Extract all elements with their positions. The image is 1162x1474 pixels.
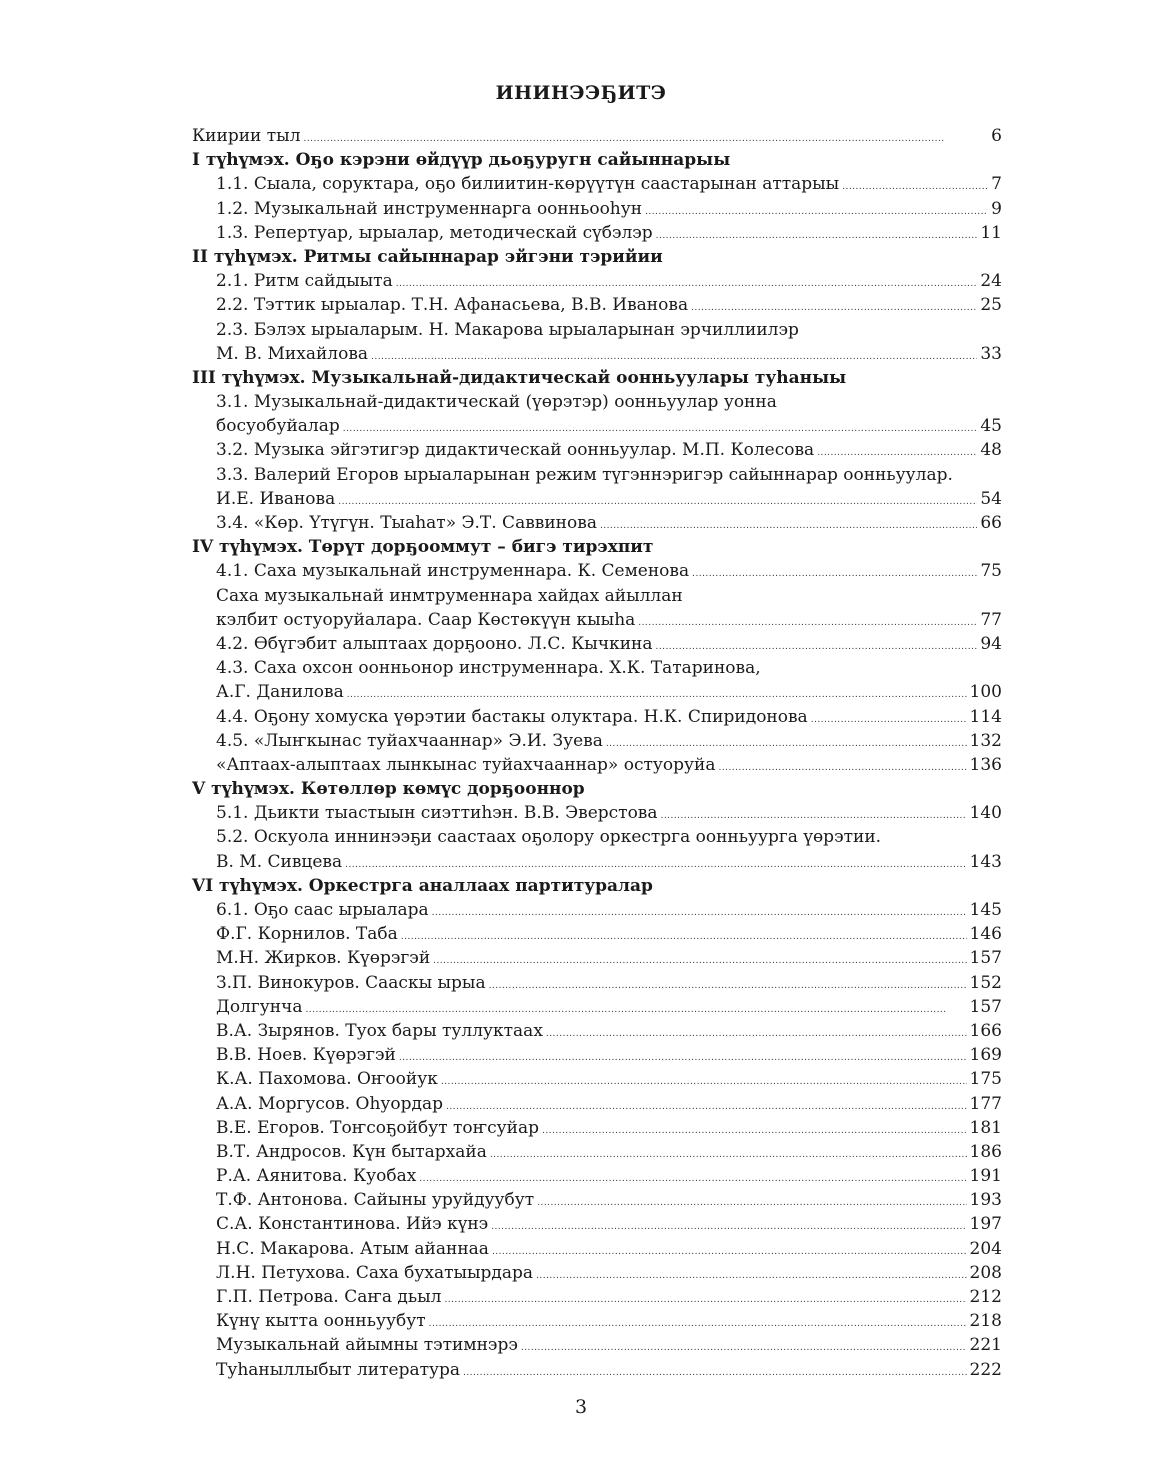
toc-leader-dots bbox=[492, 1237, 967, 1264]
toc-entry-text: 1.3. Репертуар, ырыалар, методическай сүбэлэр bbox=[216, 222, 653, 243]
toc-entry bbox=[192, 293, 1002, 317]
toc-leader-dots bbox=[305, 995, 966, 1022]
toc-chapter-heading bbox=[192, 148, 1002, 172]
toc-entry bbox=[192, 1212, 1002, 1236]
toc-page-number: 25 bbox=[980, 295, 1002, 316]
toc-entry-text: 3.4. «Көр. Үтүгүн. Тыаһат» Э.Т. Саввинова bbox=[216, 513, 597, 533]
toc-entry-text: Т.Ф. Антонова. Сайыны уруйдуубут bbox=[216, 1190, 535, 1211]
toc-entry bbox=[192, 584, 1002, 608]
toc-page-number: 140 bbox=[969, 803, 1002, 824]
toc-leader-dots bbox=[304, 124, 989, 151]
toc-entry bbox=[192, 632, 1002, 656]
toc-entry bbox=[192, 269, 1002, 293]
toc-entry-text: И.Е. Иванова bbox=[216, 488, 336, 509]
toc-entry-text: Р.А. Аянитова. Куобах bbox=[216, 1166, 417, 1187]
toc-entry bbox=[192, 487, 1002, 511]
toc-page-number: 221 bbox=[969, 1335, 1002, 1356]
toc-entry bbox=[192, 825, 1002, 849]
toc-leader-dots bbox=[399, 1043, 967, 1070]
toc-chapter-heading bbox=[192, 777, 1002, 801]
toc-entry-text: Л.Н. Петухова. Саха бухатыырдара bbox=[216, 1262, 534, 1283]
toc-entry bbox=[192, 318, 1002, 342]
toc-entry-text: 1.1. Сыала, соруктара, оҕо билиитин-көрүүтүн саастарынан аттарыы bbox=[216, 174, 840, 195]
toc-entry bbox=[192, 1333, 1002, 1357]
toc-page-number: 6 bbox=[991, 126, 1002, 146]
toc-page-number: 145 bbox=[969, 900, 1002, 920]
toc-entry bbox=[192, 1019, 1002, 1043]
toc-entry-text: В.А. Зырянов. Туох бары туллуктаах bbox=[216, 1020, 543, 1041]
toc-entry bbox=[192, 898, 1002, 922]
toc-leader-dots bbox=[600, 511, 977, 538]
toc-entry-text: В. М. Сивцева bbox=[216, 851, 343, 872]
toc-entry-text: I түһүмэх. Оҕо кэрэни өйдүүр дьоҕуругн сайыннарыы bbox=[192, 150, 731, 171]
toc-chapter-heading bbox=[192, 874, 1002, 898]
toc-page-number: 175 bbox=[969, 1069, 1002, 1090]
toc-entry-text: 5.2. Оскуола иннинээҕи саастаах оҕолору оркестрга оонньуурга үөрэтии. bbox=[216, 827, 882, 848]
toc-entry bbox=[192, 1043, 1002, 1067]
toc-page-number: 100 bbox=[969, 682, 1002, 703]
toc-leader-dots bbox=[429, 1309, 967, 1336]
toc-entry-text: Саха музыкальнай инмтруменнара хайдах айыллан bbox=[216, 585, 683, 606]
toc-leader-dots bbox=[638, 608, 977, 635]
toc-entry bbox=[192, 946, 1002, 970]
toc-leader-dots bbox=[432, 898, 967, 925]
toc-entry bbox=[192, 342, 1002, 366]
toc-entry-text: В.В. Ноев. Күөрэгэй bbox=[216, 1045, 396, 1066]
toc-entry bbox=[192, 197, 1002, 221]
toc-page-number: 186 bbox=[969, 1141, 1002, 1162]
toc-entry-text: З.П. Винокуров. Сааскы ырыа bbox=[216, 972, 486, 993]
toc-page-number: 212 bbox=[969, 1287, 1002, 1307]
toc-page-number: 177 bbox=[969, 1093, 1002, 1114]
table-of-contents bbox=[192, 124, 1002, 1382]
toc-leader-dots bbox=[656, 221, 978, 248]
toc-entry-text: Күнү кытта оонньуубут bbox=[216, 1311, 426, 1332]
toc-page-number: 157 bbox=[969, 948, 1002, 969]
toc-entry bbox=[192, 1285, 1002, 1309]
toc-entry-text: Туһаныллыбыт литература bbox=[216, 1359, 461, 1380]
toc-entry-text: Киирии тыл bbox=[192, 126, 301, 146]
toc-entry bbox=[192, 801, 1002, 825]
toc-entry-text: А.Г. Данилова bbox=[216, 682, 344, 703]
toc-page-number: 45 bbox=[980, 416, 1002, 437]
toc-entry bbox=[192, 922, 1002, 946]
toc-leader-dots bbox=[842, 172, 988, 199]
toc-leader-dots bbox=[491, 1212, 966, 1239]
toc-entry-text: А.А. Моргусов. Оһуордар bbox=[216, 1093, 444, 1114]
toc-entry-text: III түһүмэх. Музыкальнай-дидактическай оонньуулары туһаныы bbox=[192, 367, 847, 388]
toc-chapter-heading bbox=[192, 245, 1002, 269]
toc-entry bbox=[192, 414, 1002, 438]
toc-page-number: 54 bbox=[980, 488, 1002, 509]
toc-page-number: 9 bbox=[991, 198, 1002, 219]
toc-leader-dots bbox=[343, 414, 978, 441]
toc-entry-text: Г.П. Петрова. Саҥа дьыл bbox=[216, 1287, 442, 1307]
toc-page-number: 169 bbox=[969, 1045, 1002, 1066]
toc-entry bbox=[192, 995, 1002, 1019]
toc-entry bbox=[192, 1140, 1002, 1164]
toc-entry-text: 6.1. Оҕо саас ырыалара bbox=[216, 900, 429, 920]
toc-leader-dots bbox=[536, 1261, 966, 1288]
toc-page-number: 132 bbox=[969, 730, 1002, 751]
toc-leader-dots bbox=[419, 1164, 966, 1191]
toc-entry-text: С.А. Константинова. Ийэ күнэ bbox=[216, 1214, 489, 1235]
toc-page-number: 166 bbox=[969, 1020, 1002, 1041]
toc-page-number: 204 bbox=[969, 1238, 1002, 1259]
toc-entry bbox=[192, 511, 1002, 535]
toc-entry-text: VI түһүмэх. Оркестрга аналлаах партитуралар bbox=[192, 875, 653, 896]
toc-entry-text: Музыкальнай айымны тэтимнэрэ bbox=[216, 1335, 518, 1356]
toc-leader-dots bbox=[463, 1358, 967, 1385]
toc-entry-text: 4.3. Саха охсон оонньонор инструменнара. Х.К. Татаринова, bbox=[216, 658, 761, 679]
toc-leader-dots bbox=[396, 269, 978, 296]
toc-leader-dots bbox=[489, 971, 967, 998]
toc-leader-dots bbox=[656, 632, 978, 659]
toc-entry-text: 1.2. Музыкальнай инструменнарга оонньооһун bbox=[216, 198, 643, 219]
toc-entry-text: V түһүмэх. Көтөллөр көмүс дорҕооннор bbox=[192, 779, 585, 800]
toc-entry bbox=[192, 753, 1002, 777]
toc-entry bbox=[192, 172, 1002, 196]
toc-entry-text: Н.С. Макарова. Атым айаннаа bbox=[216, 1238, 489, 1259]
toc-entry-text: Ф.Г. Корнилов. Таба bbox=[216, 924, 398, 945]
toc-entry-text: 4.5. «Лыҥкынас туйахчааннар» Э.И. Зуева bbox=[216, 730, 603, 751]
toc-page-number: 11 bbox=[980, 222, 1002, 243]
toc-entry-text: «Аптаах-алыптаах лынкынас туйахчааннар» остуоруйа bbox=[216, 754, 716, 775]
toc-entry bbox=[192, 1164, 1002, 1188]
toc-entry-text: 2.3. Бэлэх ырыаларым. Н. Макарова ырыаларынан эрчиллиилэр bbox=[216, 319, 799, 340]
toc-leader-dots bbox=[692, 559, 977, 586]
toc-page-number: 191 bbox=[969, 1166, 1002, 1187]
toc-entry bbox=[192, 705, 1002, 729]
toc-page-number: 146 bbox=[969, 924, 1002, 945]
toc-entry bbox=[192, 1188, 1002, 1212]
toc-entry-text: 5.1. Дьикти тыастыын сиэттиһэн. В.В. Эверстова bbox=[216, 803, 658, 824]
toc-entry bbox=[192, 1358, 1002, 1382]
toc-entry bbox=[192, 559, 1002, 583]
toc-leader-dots bbox=[817, 438, 977, 465]
toc-leader-dots bbox=[691, 293, 977, 320]
toc-entry bbox=[192, 656, 1002, 680]
toc-page-number: 66 bbox=[980, 513, 1002, 533]
toc-entry-text: В.Е. Егоров. Тоҥсоҕойбут тоҥсуйар bbox=[216, 1117, 540, 1138]
toc-entry bbox=[192, 221, 1002, 245]
toc-page-number: 208 bbox=[969, 1262, 1002, 1283]
toc-leader-dots bbox=[446, 1092, 967, 1119]
toc-entry bbox=[192, 1237, 1002, 1261]
toc-page-number: 152 bbox=[969, 972, 1002, 993]
toc-leader-dots bbox=[371, 342, 977, 369]
toc-entry bbox=[192, 850, 1002, 874]
toc-entry-text: 3.3. Валерий Егоров ырыаларынан режим түгэннэригэр сайыннарар оонньуулар. bbox=[216, 464, 953, 485]
toc-page-number: 197 bbox=[969, 1214, 1002, 1235]
toc-leader-dots bbox=[606, 729, 967, 756]
toc-entry bbox=[192, 1067, 1002, 1091]
toc-entry bbox=[192, 1309, 1002, 1333]
toc-page-number: 7 bbox=[991, 174, 1002, 195]
toc-entry-text: 2.2. Тэттик ырыалар. Т.Н. Афанасьева, В.В. Иванова bbox=[216, 295, 689, 316]
toc-page-number: 33 bbox=[980, 343, 1002, 364]
toc-entry-text: Долгунча bbox=[216, 996, 303, 1017]
toc-leader-dots bbox=[661, 801, 967, 828]
page-title: ИНИНЭЭҔИТЭ bbox=[495, 82, 667, 104]
toc-entry-text: 4.2. Өбүгэбит алыптаах дорҕооно. Л.С. Кычкина bbox=[216, 633, 653, 654]
toc-leader-dots bbox=[811, 705, 967, 732]
toc-entry bbox=[192, 1116, 1002, 1140]
toc-entry bbox=[192, 680, 1002, 704]
toc-entry bbox=[192, 124, 1002, 148]
toc-entry bbox=[192, 390, 1002, 414]
toc-leader-dots bbox=[345, 850, 966, 877]
toc-entry bbox=[192, 463, 1002, 487]
toc-chapter-heading bbox=[192, 535, 1002, 559]
toc-entry-text: 4.4. Оҕону хомуска үөрэтии бастакы олуктара. Н.К. Спиридонова bbox=[216, 706, 808, 727]
toc-entry bbox=[192, 608, 1002, 632]
toc-leader-dots bbox=[401, 922, 967, 949]
toc-entry bbox=[192, 1092, 1002, 1116]
toc-leader-dots bbox=[542, 1116, 967, 1143]
toc-leader-dots bbox=[546, 1019, 967, 1046]
toc-leader-dots bbox=[433, 946, 966, 973]
toc-page-number: 193 bbox=[969, 1190, 1002, 1211]
toc-leader-dots bbox=[338, 487, 977, 514]
toc-entry-text: 4.1. Саха музыкальнай инструменнара. К. Семенова bbox=[216, 561, 690, 582]
toc-page-number: 114 bbox=[969, 706, 1002, 727]
toc-entry-text: К.А. Пахомова. Оҥоойук bbox=[216, 1069, 438, 1090]
toc-page-number: 157 bbox=[969, 996, 1002, 1017]
page-number: 3 bbox=[574, 1396, 588, 1418]
toc-entry-text: 3.2. Музыка эйгэтигэр дидактическай оонньуулар. М.П. Колесова bbox=[216, 440, 815, 461]
toc-page-number: 75 bbox=[980, 561, 1002, 582]
toc-entry bbox=[192, 971, 1002, 995]
toc-leader-dots bbox=[718, 753, 966, 780]
toc-page-number: 24 bbox=[980, 271, 1002, 292]
toc-chapter-heading bbox=[192, 366, 1002, 390]
toc-page-number: 48 bbox=[980, 440, 1002, 461]
toc-entry bbox=[192, 438, 1002, 462]
toc-leader-dots bbox=[444, 1285, 966, 1312]
toc-leader-dots bbox=[441, 1067, 967, 1094]
toc-entry-text: 3.1. Музыкальнай-дидактическай (үөрэтэр) оонньуулар уонна bbox=[216, 392, 777, 413]
toc-entry-text: М. В. Михайлова bbox=[216, 343, 369, 364]
toc-entry bbox=[192, 729, 1002, 753]
toc-entry-text: В.Т. Андросов. Күн бытархайа bbox=[216, 1141, 487, 1162]
toc-leader-dots bbox=[537, 1188, 966, 1215]
toc-leader-dots bbox=[490, 1140, 967, 1167]
toc-page-number: 77 bbox=[980, 609, 1002, 630]
toc-entry-text: 2.1. Ритм сайдыыта bbox=[216, 271, 393, 292]
toc-entry bbox=[192, 1261, 1002, 1285]
toc-entry-text: II түһүмэх. Ритмы сайыннарар эйгэни тэрийии bbox=[192, 246, 663, 267]
toc-leader-dots bbox=[521, 1333, 967, 1360]
toc-entry-text: М.Н. Жирков. Күөрэгэй bbox=[216, 948, 431, 969]
toc-page-number: 94 bbox=[980, 633, 1002, 654]
toc-entry-text: босуобуйалар bbox=[216, 416, 340, 437]
toc-page-number: 222 bbox=[969, 1359, 1002, 1380]
toc-leader-dots bbox=[347, 680, 967, 707]
toc-page-number: 218 bbox=[969, 1311, 1002, 1332]
toc-page-number: 136 bbox=[969, 754, 1002, 775]
toc-entry-text: кэлбит остуоруйалара. Саар Көстөкүүн кыыһа bbox=[216, 609, 636, 630]
toc-entry-text: IV түһүмэх. Төрүт дорҕооммут – бигэ тирэхпит bbox=[192, 537, 654, 558]
toc-page-number: 181 bbox=[969, 1117, 1002, 1138]
toc-page-number: 143 bbox=[969, 851, 1002, 872]
toc-leader-dots bbox=[645, 197, 988, 224]
